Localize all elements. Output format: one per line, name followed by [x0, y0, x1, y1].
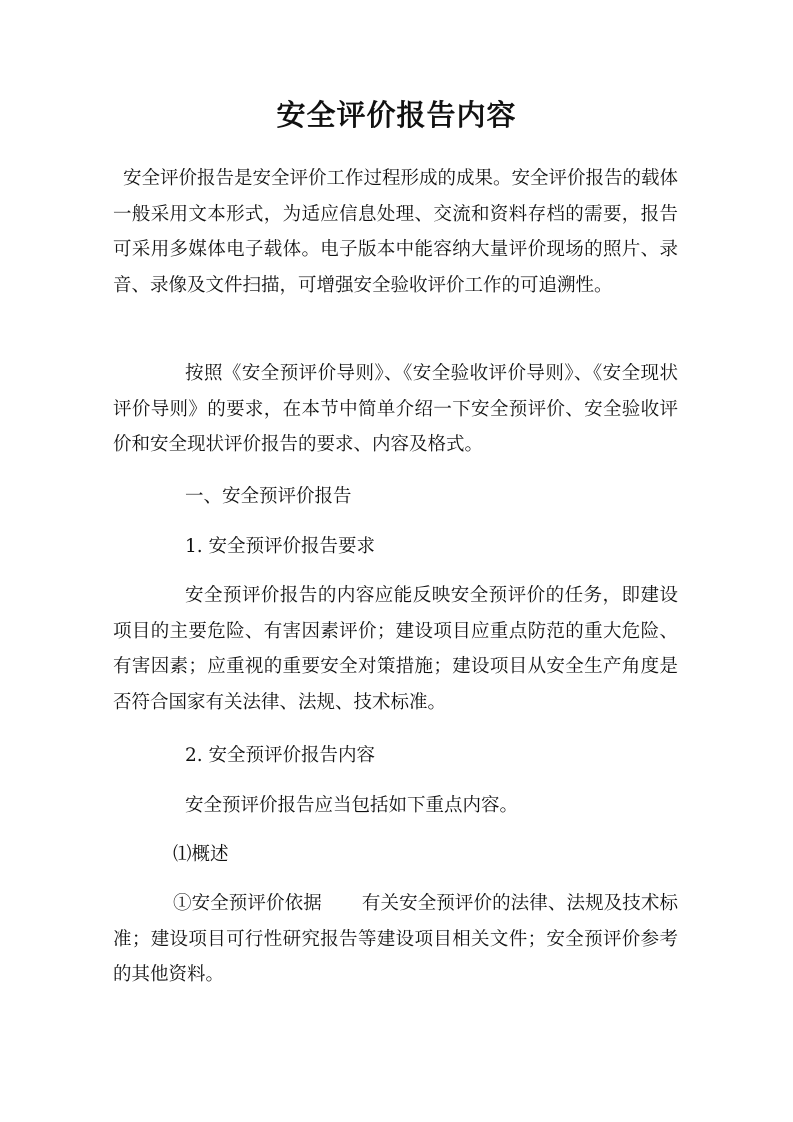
subsection-one-heading: 1. 安全预评价报告要求: [185, 536, 376, 557]
guidelines-paragraph: 按照《安全预评价导则》、《安全验收评价导则》、《安全现状评价导则》的要求，在本节中简单介绍一下安全预评价、安全验收评价和安全现状评价报告的要求、内容及格式。: [113, 363, 678, 455]
document-title: 安全评价报告内容: [276, 98, 517, 132]
section-one-heading: 一、安全预评价报告: [185, 486, 352, 507]
basis-text: 有关安全预评价的法律、法规及技术标准；建设项目可行性研究报告等建设项目相关文件；安全预评价参考的其他资料。: [113, 893, 678, 985]
requirements-paragraph: 安全预评价报告的内容应能反映安全预评价的任务，即建设项目的主要危险、有害因素评价；建设项目应重点防范的重大危险、有害因素；应重视的重要安全对策措施；建设项目从安全生产角度是否符合国家有关法律、法规、技术标准。: [113, 585, 678, 713]
subsection-two-heading: 2. 安全预评价报告内容: [185, 745, 376, 766]
basis-paragraph: [113, 886, 678, 993]
contents-intro-paragraph: 安全预评价报告应当包括如下重点内容。: [185, 795, 519, 816]
intro-paragraph: 安全评价报告是安全评价工作过程形成的成果。安全评价报告的载体一般采用文本形式，为适应信息处理、交流和资料存档的需要，报告可采用多媒体电子载体。电子版本中能容纳大量评价现场的照片、录音、录像及文件扫描，可增强安全验收评价工作的可追溯性。: [113, 168, 679, 296]
overview-heading: ⑴概述: [173, 844, 229, 865]
basis-label: ①安全预评价依据: [173, 893, 322, 914]
